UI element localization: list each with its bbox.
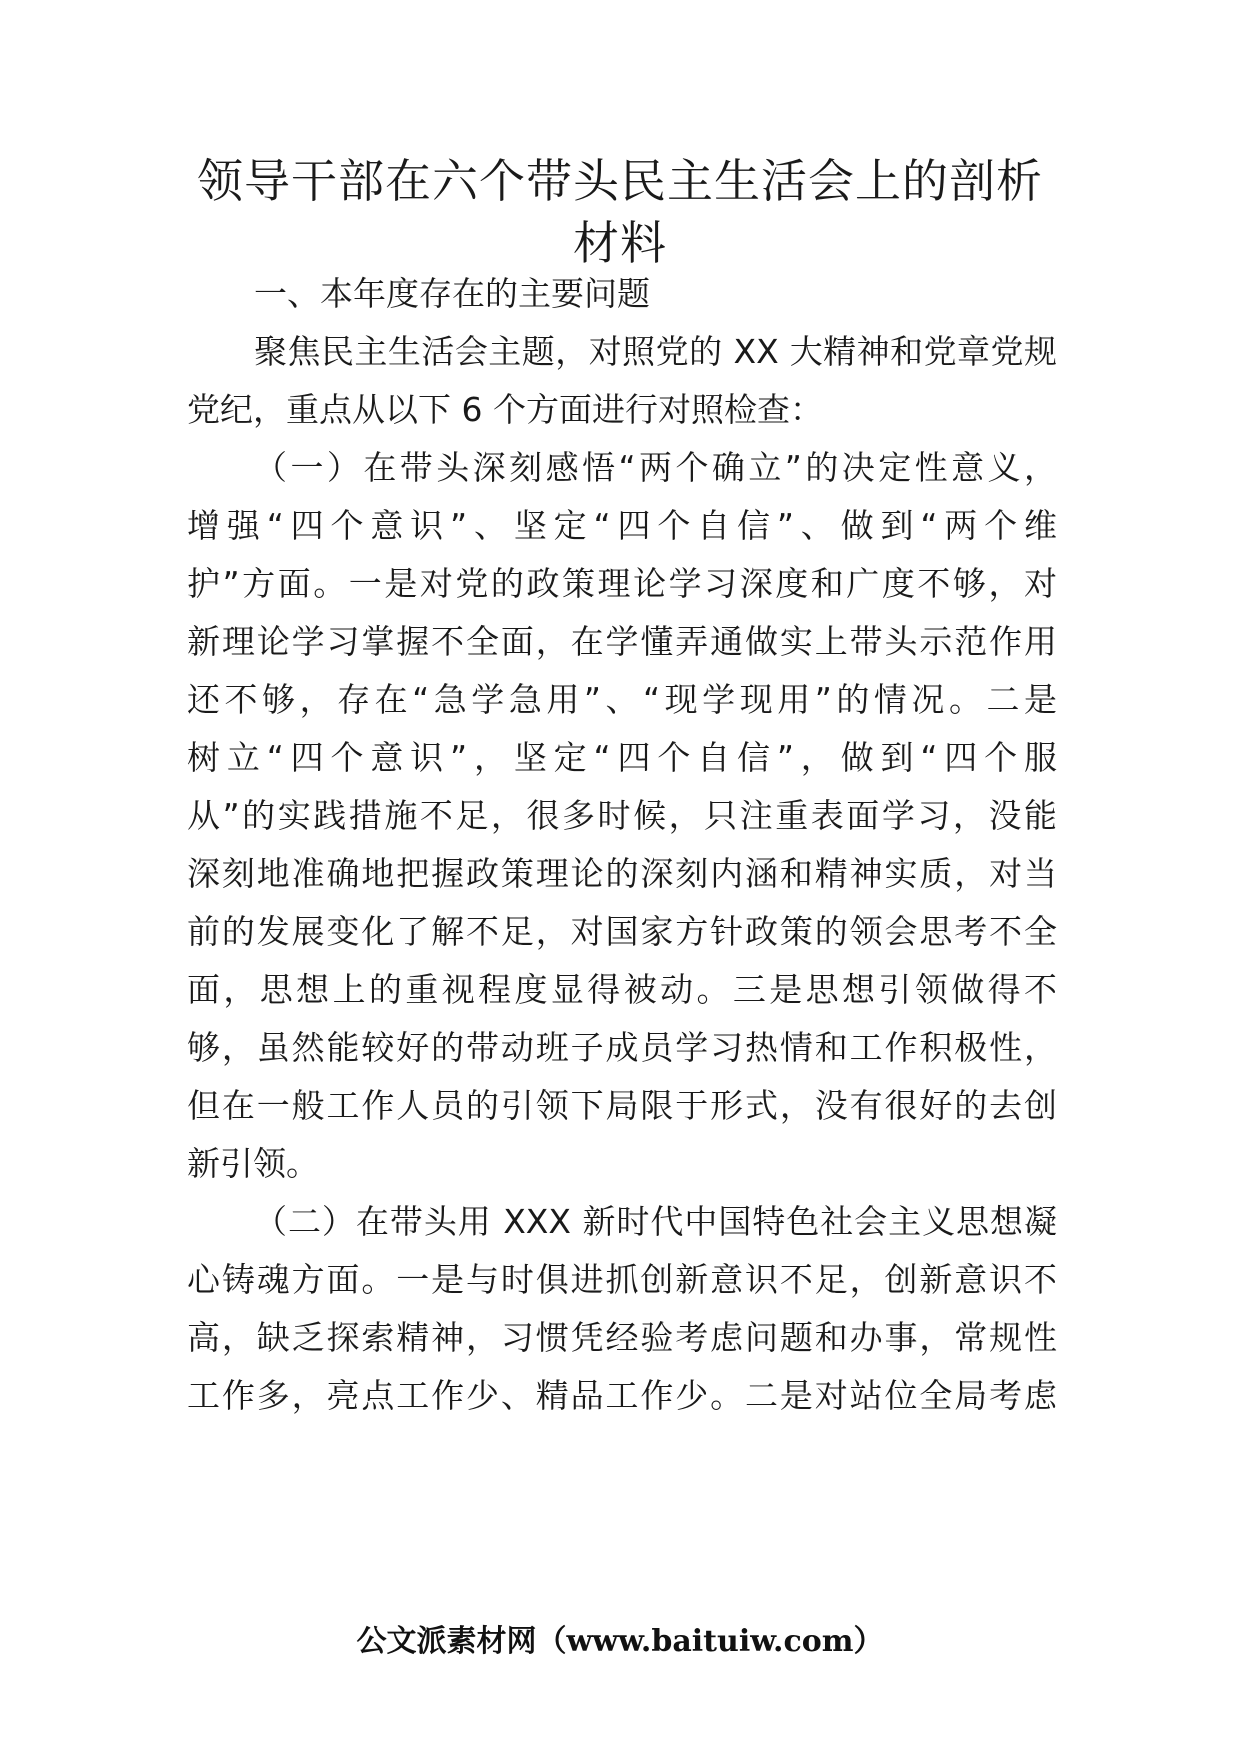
body-line: 前的发展变化了解不足，对国家方针政策的领会思考不全 xyxy=(187,912,1057,951)
body-line: 党纪，重点从以下 6 个方面进行对照检查： xyxy=(187,390,823,429)
body-line: 聚焦民主生活会主题，对照党的 XX 大精神和党章党规 xyxy=(254,332,1057,371)
body-line: 新引领。 xyxy=(187,1144,319,1183)
body-line: 增强“四个意识”、坚定“四个自信”、做到“两个维 xyxy=(187,506,1057,545)
body-line: 从”的实践措施不足，很多时候，只注重表面学习，没能 xyxy=(187,796,1057,835)
document-title-line-1: 领导干部在六个带头民主生活会上的剖析 xyxy=(197,154,1043,208)
document-title-line-2: 材料 xyxy=(573,216,667,270)
body-line: 树立“四个意识”，坚定“四个自信”，做到“四个服 xyxy=(187,738,1057,777)
body-line: 但在一般工作人员的引领下局限于形式，没有很好的去创 xyxy=(187,1086,1057,1125)
body-line: （二）在带头用 XXX 新时代中国特色社会主义思想凝 xyxy=(254,1202,1057,1241)
body-line: 面，思想上的重视程度显得被动。三是思想引领做得不 xyxy=(187,970,1057,1009)
footer-source-text: 公文派素材网（www.baituiw.com） xyxy=(356,1624,884,1659)
body-line: 够，虽然能较好的带动班子成员学习热情和工作积极性， xyxy=(187,1028,1057,1067)
body-line: （一）在带头深刻感悟“两个确立”的决定性意义， xyxy=(254,448,1057,487)
body-line: 高，缺乏探索精神，习惯凭经验考虑问题和办事，常规性 xyxy=(187,1318,1057,1357)
body-line: 护”方面。一是对党的政策理论学习深度和广度不够，对 xyxy=(187,564,1057,603)
body-line: 还不够，存在“急学急用”、“现学现用”的情况。二是 xyxy=(187,680,1057,719)
body-line: 工作多，亮点工作少、精品工作少。二是对站位全局考虑 xyxy=(187,1376,1057,1415)
section-heading: 一、本年度存在的主要问题 xyxy=(254,274,650,313)
body-line: 深刻地准确地把握政策理论的深刻内涵和精神实质，对当 xyxy=(187,854,1057,893)
body-line: 新理论学习掌握不全面，在学懂弄通做实上带头示范作用 xyxy=(187,622,1057,661)
body-line: 心铸魂方面。一是与时俱进抓创新意识不足，创新意识不 xyxy=(187,1260,1057,1299)
